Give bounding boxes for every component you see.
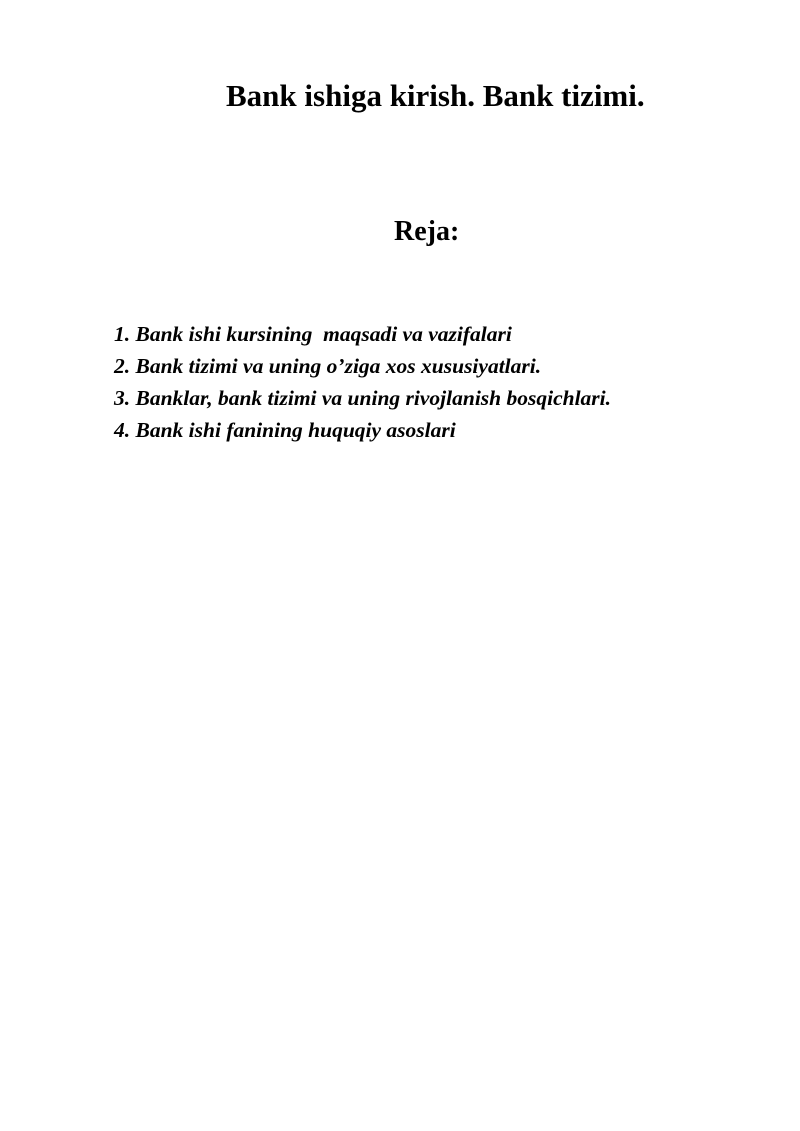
plan-item-3: 3. Banklar, bank tizimi va uning rivojlanish bosqichlari. (114, 386, 612, 410)
plan-item-4: 4. Bank ishi fanining huquqiy asoslari (114, 418, 456, 442)
plan-item-2: 2. Bank tizimi va uning o’ziga xos xususiyatlari. (114, 354, 542, 378)
plan-item-1: 1. Bank ishi kursining maqsadi va vazifalari (114, 322, 512, 346)
plan-heading: Reja: (394, 216, 460, 247)
document-title: Bank ishiga kirish. Bank tizimi. (226, 78, 645, 113)
plan-list (114, 318, 611, 446)
